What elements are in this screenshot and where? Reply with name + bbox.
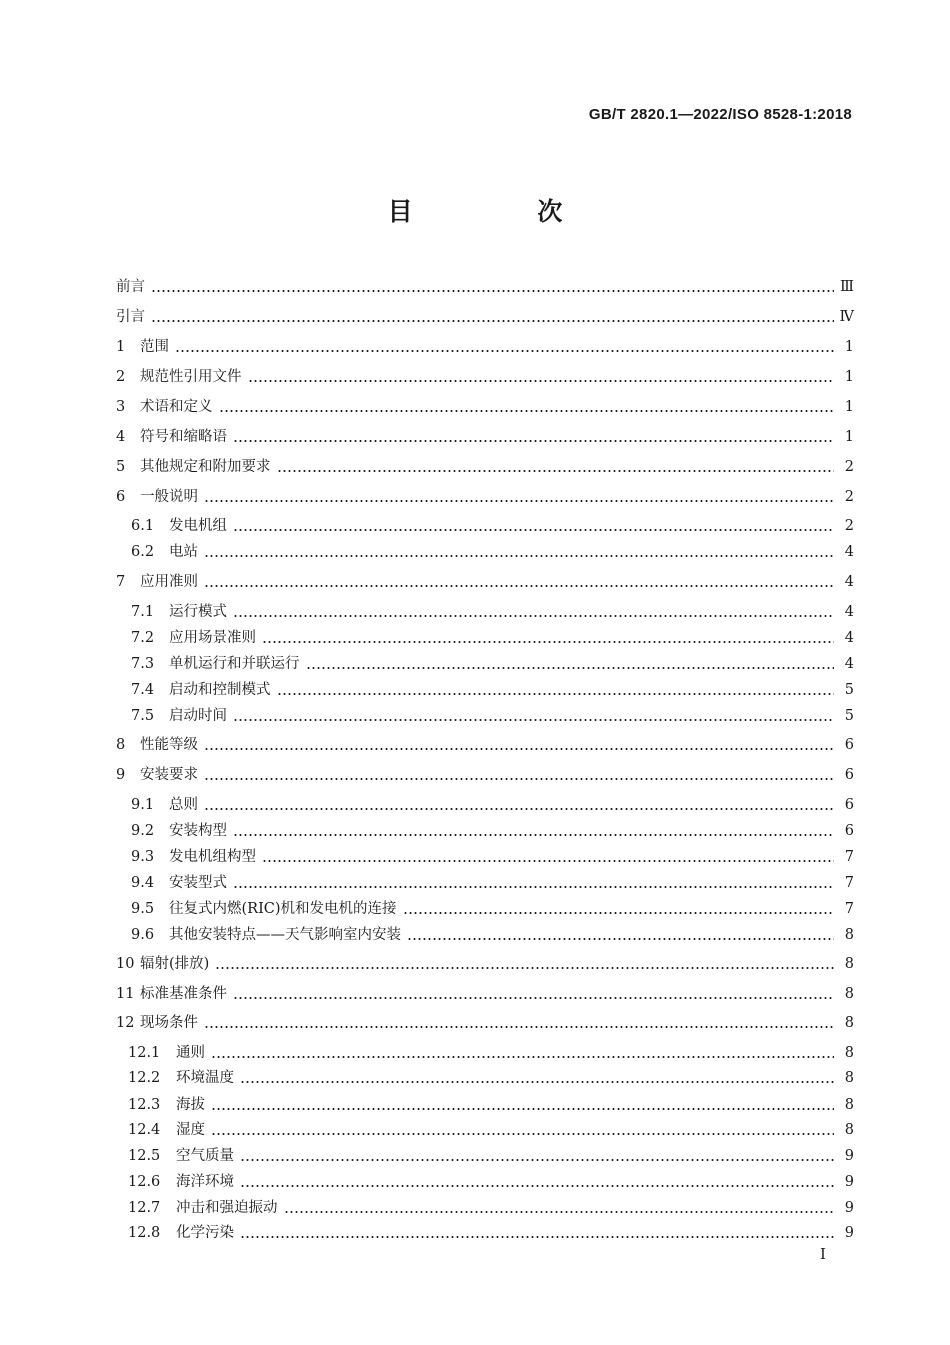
- toc-entry-page: 1: [844, 369, 854, 385]
- dot-leader: [240, 1159, 834, 1161]
- toc-entry-number: 2: [116, 369, 126, 385]
- toc-entry-page: 4: [844, 604, 854, 620]
- toc-entry-number: 6.1: [131, 518, 155, 534]
- toc-entry-number: 9.4: [131, 875, 155, 891]
- dot-leader: [240, 1185, 834, 1187]
- toc-entry[interactable]: [116, 426, 854, 448]
- toc-entry-page: 8: [844, 1015, 854, 1031]
- toc-entry-number: 5: [116, 459, 126, 475]
- toc-entry-page: 6: [844, 823, 854, 839]
- toc-entry-number: 11: [116, 986, 135, 1002]
- toc-entry-page: 1: [844, 399, 854, 415]
- toc-entry[interactable]: [131, 541, 854, 563]
- toc-entry[interactable]: [128, 1119, 854, 1141]
- toc-entry-label: 发电机组: [169, 518, 227, 534]
- dot-leader: [204, 748, 834, 750]
- toc-entry-label: 应用准则: [140, 574, 198, 590]
- toc-entry[interactable]: [131, 898, 854, 920]
- toc-entry-label: 环境温度: [176, 1070, 234, 1086]
- toc-entry-page: 8: [844, 927, 854, 943]
- toc-entry-number: 9.6: [131, 927, 155, 943]
- toc-entry[interactable]: [116, 571, 854, 593]
- toc-entry[interactable]: [116, 1012, 854, 1034]
- toc-entry[interactable]: [131, 601, 854, 623]
- toc-entry-page: 9: [844, 1174, 854, 1190]
- toc-entry-label: 湿度: [176, 1122, 205, 1138]
- toc-entry[interactable]: [128, 1042, 854, 1064]
- toc-entry-page: 8: [844, 1122, 854, 1138]
- toc-entry-label: 启动时间: [169, 708, 227, 724]
- dot-leader: [233, 834, 834, 836]
- toc-entry-number: 9.1: [131, 797, 155, 813]
- toc-entry[interactable]: [131, 820, 854, 842]
- toc-entry[interactable]: [116, 336, 854, 358]
- toc-entry-number: 9: [116, 767, 126, 783]
- toc-entry-label: 性能等级: [140, 737, 198, 753]
- dot-leader: [211, 1133, 834, 1135]
- toc-entry[interactable]: [128, 1171, 854, 1193]
- toc-entry-label: 标准基准条件: [140, 986, 227, 1002]
- toc-entry[interactable]: [128, 1145, 854, 1167]
- toc-entry-number: 12.7: [128, 1200, 161, 1216]
- dot-leader: [204, 808, 834, 810]
- toc-entry-page: 6: [844, 797, 854, 813]
- toc-entry-label: 空气质量: [176, 1148, 234, 1164]
- toc-entry-page: 4: [844, 656, 854, 672]
- toc-entry-page: 6: [844, 767, 854, 783]
- dot-leader: [204, 555, 834, 557]
- dot-leader: [407, 938, 834, 940]
- toc-entry-number: 6.2: [131, 544, 155, 560]
- toc-entry[interactable]: [131, 872, 854, 894]
- toc-entry-label: 化学污染: [176, 1225, 234, 1241]
- toc-entry-number: 12.6: [128, 1174, 161, 1190]
- dot-leader: [211, 1108, 834, 1110]
- toc-entry[interactable]: [131, 679, 854, 701]
- toc-entry-page: 2: [844, 489, 854, 505]
- dot-leader: [219, 410, 835, 412]
- toc-entry[interactable]: [128, 1067, 854, 1089]
- toc-entry-label: 发电机组构型: [169, 849, 256, 865]
- toc-entry-number: 12: [116, 1015, 135, 1031]
- toc-entry-number: 7.5: [131, 708, 155, 724]
- toc-entry[interactable]: [131, 794, 854, 816]
- toc-entry-label: 运行模式: [169, 604, 227, 620]
- dot-leader: [204, 778, 834, 780]
- toc-entry[interactable]: [116, 983, 854, 1005]
- toc-entry-label: 往复式内燃(RIC)机和发电机的连接: [169, 901, 397, 917]
- toc-entry-label: 引言: [116, 309, 145, 325]
- toc-entry-page: 7: [844, 901, 854, 917]
- dot-leader: [175, 350, 834, 352]
- toc-entry-page: 7: [844, 875, 854, 891]
- toc-entry-page: 1: [844, 429, 854, 445]
- toc-entry[interactable]: [131, 515, 854, 537]
- toc-entry-page: 2: [844, 518, 854, 534]
- toc-entry-label: 一般说明: [140, 489, 198, 505]
- dot-leader: [233, 886, 834, 888]
- toc-entry-label: 启动和控制模式: [169, 682, 271, 698]
- dot-leader: [233, 440, 834, 442]
- toc-entry-page: 9: [844, 1200, 854, 1216]
- toc-entry[interactable]: [116, 306, 854, 328]
- toc-entry-page: 1: [844, 339, 854, 355]
- dot-leader: [233, 997, 834, 999]
- dot-leader: [262, 860, 834, 862]
- standard-code: GB/T 2820.1—2022/ISO 8528-1:2018: [588, 106, 852, 123]
- dot-leader: [248, 380, 835, 382]
- toc-entry-label: 现场条件: [140, 1015, 198, 1031]
- toc-entry[interactable]: [116, 276, 854, 298]
- toc-entry[interactable]: [128, 1222, 854, 1244]
- toc-entry-page: 7: [844, 849, 854, 865]
- toc-entry[interactable]: [116, 953, 854, 975]
- toc-entry-page: 8: [844, 1097, 854, 1113]
- dot-leader: [151, 290, 834, 292]
- toc-entry[interactable]: [116, 734, 854, 756]
- toc-entry-number: 12.5: [128, 1148, 161, 1164]
- toc-entry-label: 总则: [169, 797, 198, 813]
- toc-entry-page: 5: [844, 682, 854, 698]
- toc-entry[interactable]: [131, 924, 854, 946]
- toc-entry-label: 安装构型: [169, 823, 227, 839]
- toc-entry-label: 海拔: [176, 1097, 205, 1113]
- toc-entry-label: 符号和缩略语: [140, 429, 227, 445]
- dot-leader: [233, 615, 834, 617]
- dot-leader: [262, 641, 834, 643]
- toc-entry-page: 8: [844, 956, 854, 972]
- toc-entry-page: 5: [844, 708, 854, 724]
- dot-leader: [240, 1081, 834, 1083]
- toc-entry-label: 单机运行和并联运行: [169, 656, 300, 672]
- toc-entry-number: 12.8: [128, 1225, 161, 1241]
- toc-entry-page: 6: [844, 737, 854, 753]
- toc-entry[interactable]: [116, 396, 854, 418]
- toc-entry-number: 7: [116, 574, 126, 590]
- dot-leader: [240, 1236, 834, 1238]
- toc-entry-number: 12.4: [128, 1122, 161, 1138]
- dot-leader: [204, 585, 834, 587]
- toc-entry-page: Ⅳ: [839, 309, 854, 325]
- toc-entry-label: 规范性引用文件: [140, 369, 242, 385]
- dot-leader: [204, 1026, 834, 1028]
- toc-entry-label: 辐射(排放): [140, 956, 210, 972]
- toc-entry-label: 其他安装特点——天气影响室内安装: [169, 927, 401, 943]
- toc-entry-page: 8: [844, 1070, 854, 1086]
- toc-entry[interactable]: [128, 1094, 854, 1116]
- toc-entry-page: 4: [844, 574, 854, 590]
- dot-leader: [306, 667, 835, 669]
- toc-entry[interactable]: [128, 1197, 854, 1219]
- toc-entry-number: 7.3: [131, 656, 155, 672]
- dot-leader: [151, 320, 834, 322]
- toc-entry-label: 海洋环境: [176, 1174, 234, 1190]
- toc-entry-page: 9: [844, 1148, 854, 1164]
- toc-entry[interactable]: [131, 846, 854, 868]
- toc-entry-label: 范围: [140, 339, 169, 355]
- toc-entry-number: 3: [116, 399, 126, 415]
- toc-entry[interactable]: [116, 456, 854, 478]
- toc-entry-number: 7.4: [131, 682, 155, 698]
- toc-entry[interactable]: [116, 486, 854, 508]
- toc-entry-page: 4: [844, 630, 854, 646]
- toc-entry-label: 前言: [116, 279, 145, 295]
- toc-entry-page: 4: [844, 544, 854, 560]
- dot-leader: [277, 470, 835, 472]
- toc-entry-number: 9.3: [131, 849, 155, 865]
- toc-entry-label: 其他规定和附加要求: [140, 459, 271, 475]
- toc-entry-number: 6: [116, 489, 126, 505]
- toc-entry-page: Ⅲ: [840, 279, 854, 295]
- dot-leader: [277, 693, 835, 695]
- dot-leader: [204, 500, 834, 502]
- dot-leader: [403, 912, 834, 914]
- toc-entry-page: 8: [844, 986, 854, 1002]
- dot-leader: [211, 1056, 834, 1058]
- toc-entry-label: 电站: [169, 544, 198, 560]
- toc-entry-label: 安装型式: [169, 875, 227, 891]
- toc-entry-number: 12.1: [128, 1045, 161, 1061]
- toc-entry-number: 9.5: [131, 901, 155, 917]
- toc-entry[interactable]: [131, 705, 854, 727]
- toc-title: 目 次: [387, 197, 621, 226]
- toc-entry[interactable]: [116, 366, 854, 388]
- toc-entry-page: 8: [844, 1045, 854, 1061]
- toc-entry-label: 安装要求: [140, 767, 198, 783]
- toc-entry[interactable]: [131, 627, 854, 649]
- toc-entry-number: 1: [116, 339, 126, 355]
- toc-entry-label: 应用场景准则: [169, 630, 256, 646]
- dot-leader: [284, 1211, 835, 1213]
- toc-entry[interactable]: [116, 764, 854, 786]
- footer-page-number: I: [820, 1245, 826, 1263]
- toc-entry-label: 术语和定义: [140, 399, 213, 415]
- toc-entry-number: 9.2: [131, 823, 155, 839]
- toc-entry-page: 2: [844, 459, 854, 475]
- toc-entry-number: 8: [116, 737, 126, 753]
- toc-entry-number: 10: [116, 956, 135, 972]
- toc-entry-number: 4: [116, 429, 126, 445]
- toc-entry-number: 7.2: [131, 630, 155, 646]
- toc-entry-label: 通则: [176, 1045, 205, 1061]
- dot-leader: [233, 719, 834, 721]
- dot-leader: [233, 529, 834, 531]
- toc-entry-number: 12.2: [128, 1070, 161, 1086]
- toc-entry-label: 冲击和强迫振动: [176, 1200, 278, 1216]
- toc-entry-number: 12.3: [128, 1097, 161, 1113]
- toc-entry-number: 7.1: [131, 604, 155, 620]
- toc-entry[interactable]: [131, 653, 854, 675]
- toc-entry-page: 9: [844, 1225, 854, 1241]
- dot-leader: [215, 967, 834, 969]
